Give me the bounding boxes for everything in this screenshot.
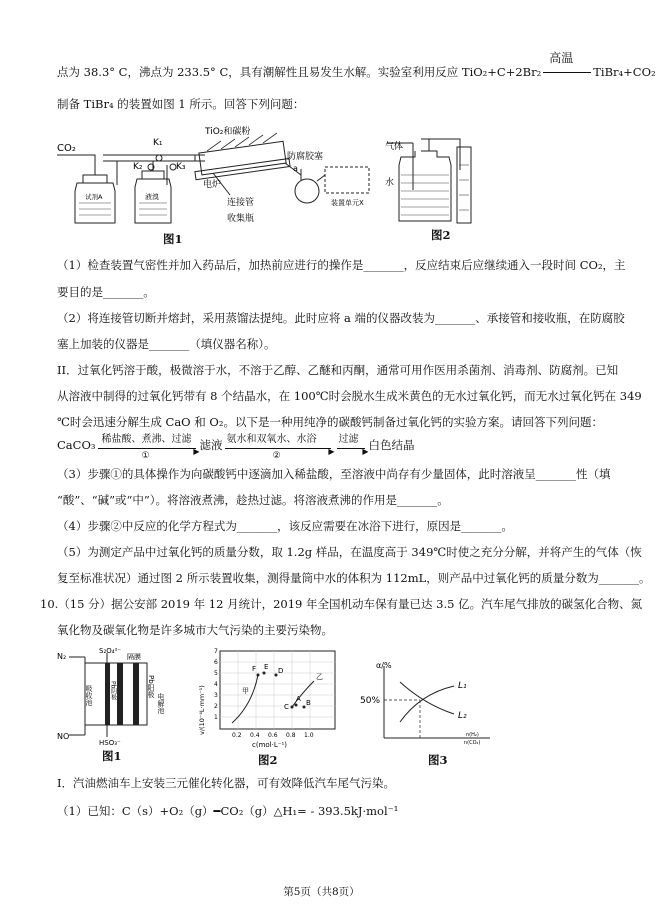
fig2-water: 水: [385, 178, 395, 188]
electrode-1: [117, 663, 123, 725]
question-3a: （3）步骤①的具体操作为向碳酸钙中逐滴加入稀盐酸，至溶液中尚存有少量固体，此时溶液呈_______性（填: [57, 467, 611, 481]
figure-1-caption: 图1: [163, 232, 183, 246]
fig10-2-ylabel: v/(10⁻⁴L·mm⁻¹): [198, 685, 206, 735]
part-2-b: 从溶液中制得的过氧化钙带有 8 个结晶水，在 100℃时会脱水生成米黄色的无水过氧化钙，而无水过氧化钙在 349: [57, 389, 642, 403]
fig10-1-no: NO: [57, 732, 70, 741]
fig1-a: a: [293, 164, 298, 173]
question-1a: （1）检查装置气密性并加入药品后，加热前应进行的操作是_______，反应结束后应继续通入一段时间 CO₂，主: [57, 258, 626, 272]
fig10-1-pb1: Pb阴极: [109, 681, 117, 701]
flow-diagram: [57, 434, 415, 461]
ytick-5: 5: [214, 670, 218, 677]
flow-arrow-3: 过滤 ▶: [338, 434, 369, 456]
question-10a: 10.（15 分）据公安部 2019 年 12 月统计，2019 年全国机动车保有量已达 3.5 亿。汽车尾气排放的碳氢化合物、氮: [40, 597, 643, 611]
fig10-3-ylabel: α/%: [376, 661, 392, 670]
question-1b: 要目的是_______。: [57, 285, 155, 299]
point-E: E: [264, 663, 269, 671]
flow-step1-label: 稀盐酸、煮沸、过滤: [101, 434, 192, 445]
figure-2-apparatus: [385, 135, 500, 225]
fig1-plug: 防腐胶塞: [287, 152, 324, 162]
question-2a: （2）将连接管切断并熔封，采用蒸馏法提纯。此时应将 a 端的仪器改装为_______、承接管和接收瓶，在防腐胶: [57, 311, 625, 325]
flow-mid: 滤液: [199, 438, 223, 452]
figure-1-apparatus: [55, 125, 380, 240]
fig10-3-l2: L₂: [458, 711, 467, 721]
reaction-products: TiBr₄+CO₂: [593, 65, 656, 79]
q10-figure-3-chart: [360, 660, 500, 745]
page-footer: 第5页（共8页）: [283, 886, 360, 898]
question-10b: 氧化物及碳氧化物是许多城市大气污染的主要污染物。: [57, 623, 333, 637]
q10-figure-1-caption: 图1: [102, 749, 122, 763]
q10-figure-2-caption: 图2: [258, 753, 278, 767]
question-3b: “酸”、“碱”或“中”）。将溶液煮沸，趁热过滤。将溶液煮沸的作用是_______。: [57, 493, 449, 507]
fig10-1-cell: 电解池: [157, 693, 165, 714]
fig10-3-y50: 50%: [360, 696, 381, 706]
figure-2-caption: 图2: [431, 228, 451, 242]
electrode-2: [133, 663, 139, 725]
fig10-1-hso3: HSO₃⁻: [99, 739, 121, 747]
flow-step3-label: 过滤: [338, 434, 359, 445]
fig1-unit: 装置单元X: [331, 199, 364, 207]
fig1-k1: K₁: [153, 138, 163, 148]
xtick-4: 1.0: [304, 732, 314, 739]
ytick-7: 7: [214, 648, 218, 655]
fig1-tube: 连接管: [227, 198, 255, 208]
reaction-arrow: [541, 51, 593, 78]
fig10-1-pb2: Pb阳极: [147, 675, 155, 698]
question-2b: 塞上加装的仪器是_______（填仪器名称）。: [57, 337, 276, 351]
fig10-3-l1: L₁: [458, 681, 467, 691]
q10-figure-3-caption: 图3: [428, 753, 448, 767]
fig1-k3: K₃: [176, 162, 186, 172]
q10-figure-2-chart: [192, 645, 342, 750]
point-C: C: [284, 703, 289, 711]
fig10-1-absorb: 吸收池: [85, 685, 93, 706]
intro-line-1: [57, 51, 656, 80]
flow-start: CaCO₃: [57, 438, 96, 452]
fig1-bottle: 收集瓶: [227, 214, 255, 224]
fig1-k2: K₂: [133, 162, 143, 172]
question-5b: 复至标准状况）通过图 2 所示装置收集，测得量筒中水的体积为 112mL，则产品中过氧化钙的质量分数为_______。: [57, 571, 651, 585]
fig10-1-n2: N₂: [57, 652, 67, 661]
fig1-reagent: 试剂A: [85, 193, 103, 201]
question-5a: （5）为测定产品中过氧化钙的质量分数，取 1.2g 样品，在温度高于 349℃时使之充分分解，并将产生的气体（恢: [57, 545, 642, 559]
fig10-3-xden: n(CO₂): [464, 740, 481, 746]
xtick-3: 0.8: [286, 732, 296, 739]
part-2-c: ℃时会迅速分解生成 CaO 和 O₂。以下是一种用纯净的碳酸钙制备过氧化钙的实验方案。请回答下列问题：: [57, 415, 603, 429]
fig2-gas: 气体: [385, 142, 404, 152]
flow-arrow-1: 稀盐酸、煮沸、过滤 ▶ ①: [96, 436, 200, 452]
part-2-a: II．过氧化钙溶于酸，极微溶于水，不溶于乙醇、乙醚和丙酮，通常可用作医用杀菌剂、消毒剂、防腐剂。已知: [57, 363, 619, 377]
fig10-1-s2o4: S₂O₄²⁻: [99, 647, 122, 655]
intro-text: 点为 38.3° C，沸点为 233.5° C，具有潮解性且易发生水解。实验室利用反应 TiO₂+C+2Br₂: [57, 65, 542, 79]
question-4: （4）步骤②中反应的化学方程式为_______，该反应需要在冰浴下进行，原因是_______。: [57, 519, 513, 533]
xtick-1: 0.4: [250, 732, 260, 739]
ytick-2: 2: [214, 703, 218, 710]
fig1-tio2: TiO₂和碳粉: [205, 127, 251, 137]
ytick-1: 1: [214, 714, 218, 721]
point-B: B: [306, 699, 311, 707]
xtick-0: 0.2: [232, 732, 242, 739]
reaction-condition: 高温: [549, 51, 574, 65]
point-A: A: [296, 695, 301, 703]
fig1-bromine: 液溴: [145, 193, 159, 201]
question-10-1: （1）已知：C（s）+O₂（g）━CO₂（g）△H₁= - 393.5kJ·mol⁻¹: [57, 804, 399, 818]
fig10-3-xnum: n(H₂): [466, 732, 479, 738]
series-yi: 乙: [316, 673, 323, 681]
fig1-co2-label: CO₂: [57, 143, 76, 154]
intro-line-2: 制备 TiBr₄ 的装置如图 1 所示。回答下列问题：: [57, 97, 305, 111]
part-I: Ⅰ．汽油燃油车上安装三元催化转化器，可有效降低汽车尾气污染。: [57, 776, 396, 790]
q10-figure-1-electrolysis: [55, 645, 185, 745]
point-D: D: [278, 667, 284, 675]
ytick-3: 3: [214, 692, 218, 699]
flow-step2-num: ②: [272, 451, 281, 461]
flow-step1-num: ①: [141, 451, 150, 461]
ytick-4: 4: [214, 681, 218, 688]
fig10-2-xlabel: c(mol·L⁻¹): [252, 741, 287, 749]
flow-step2-label: 氨水和双氧水、水浴: [226, 434, 317, 445]
flow-arrow-2: 氨水和双氧水、水浴 ▶ ②: [223, 436, 335, 452]
flow-end: 白色结晶: [368, 438, 415, 452]
fig10-1-membrane: 隔膜: [127, 653, 141, 661]
fig1-furnace: 电炉: [203, 180, 222, 190]
point-F: F: [252, 665, 257, 673]
ytick-6: 6: [214, 659, 218, 666]
series-jia: 甲: [242, 687, 249, 695]
xtick-2: 0.6: [268, 732, 278, 739]
